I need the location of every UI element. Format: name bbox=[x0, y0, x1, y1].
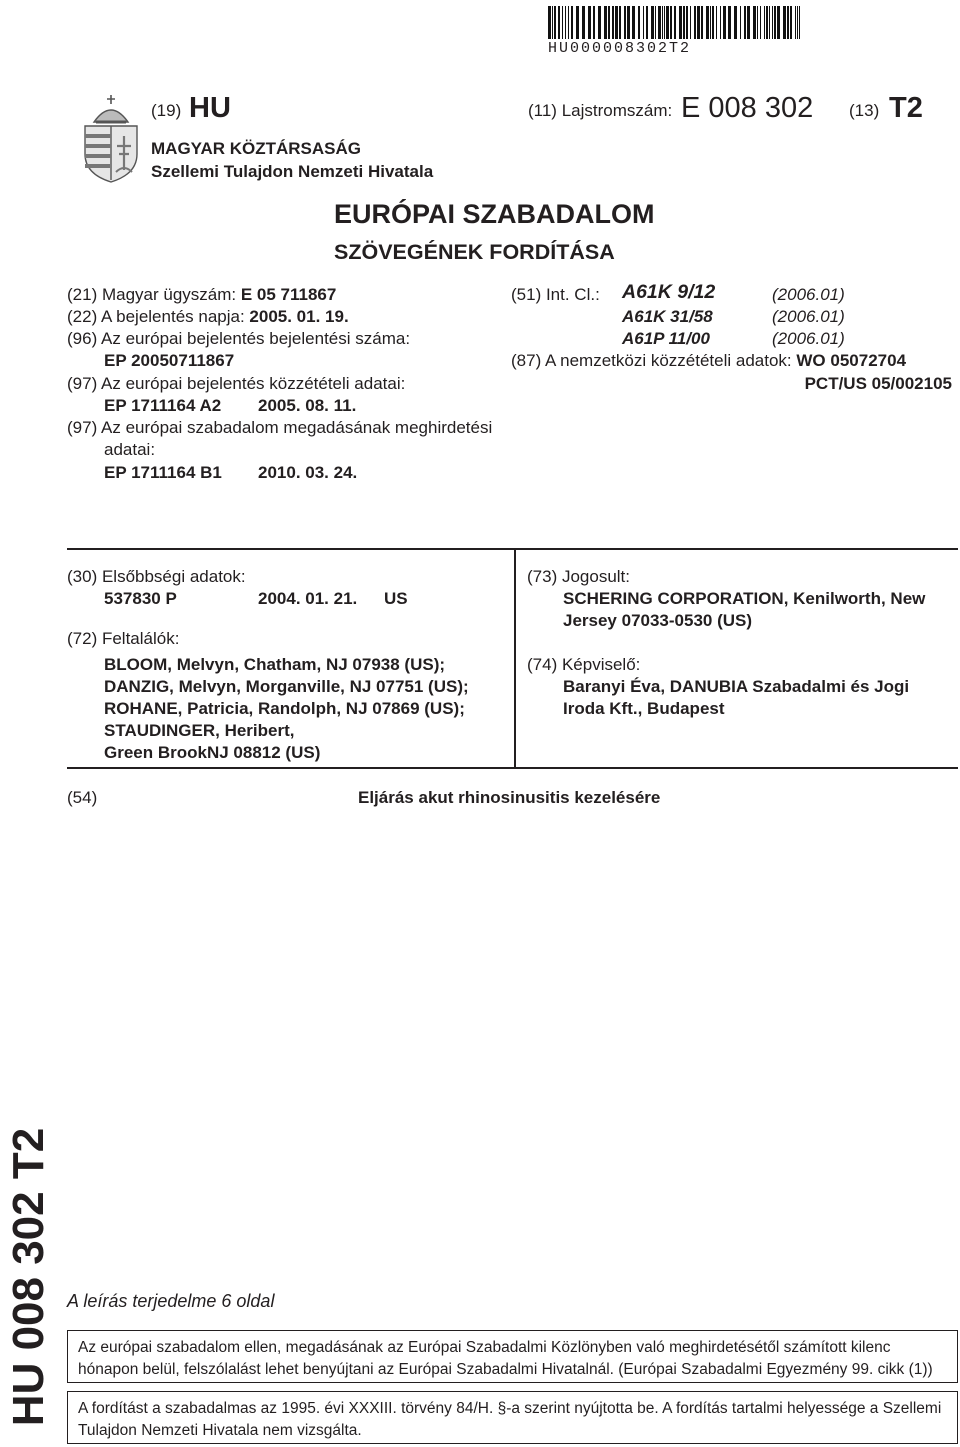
registration-number: E 008 302 bbox=[681, 92, 814, 124]
barcode-bar bbox=[643, 6, 644, 39]
barcode-bar bbox=[795, 6, 796, 39]
f51-label: (51) Int. Cl.: bbox=[511, 285, 600, 304]
barcode-bar bbox=[552, 6, 553, 39]
barcode-bar bbox=[582, 6, 585, 39]
inventor-line: STAUDINGER, Heribert, bbox=[104, 721, 295, 740]
f97a-date: 2005. 08. 11. bbox=[258, 396, 357, 415]
barcode-bar bbox=[753, 6, 756, 39]
opposition-notice: Az európai szabadalom ellen, megadásának az Európai Szabadalmi Közlönyben való meghirdetésétől számított kilenc hónapon belül, felszólalást lehet benyújtani az Európai Szabadalmi Hivatalnál. (Európai Szabadalmi Egyezmény 99. cikk (1)) bbox=[67, 1330, 958, 1383]
barcode-bar bbox=[558, 6, 560, 39]
representative-line: Baranyi Éva, DANUBIA Szabadalmi és Jogi bbox=[563, 677, 910, 696]
barcode-bar bbox=[683, 6, 685, 39]
barcode-bar bbox=[701, 6, 703, 39]
proprietor-line: Jersey 07033-0530 (US) bbox=[563, 611, 753, 630]
barcode-bar bbox=[674, 6, 676, 39]
field-11-label: (11) Lajstromszám: bbox=[528, 101, 673, 120]
inventor-line: ROHANE, Patricia, Randolph, NJ 07869 (US); bbox=[104, 699, 465, 718]
ipc-class-1: A61K 9/12 bbox=[622, 281, 716, 303]
f97a-number: EP 1711164 A2 bbox=[104, 396, 222, 415]
barcode-bar bbox=[757, 6, 758, 39]
divider-vertical bbox=[514, 548, 516, 768]
barcode-bar bbox=[790, 6, 792, 39]
f97b-date: 2010. 03. 24. bbox=[258, 463, 358, 482]
invention-title-label: (54) bbox=[67, 788, 98, 807]
barcode-bar bbox=[604, 6, 607, 39]
description-length: A leírás terjedelme 6 oldal bbox=[67, 1291, 275, 1311]
barcode-bar bbox=[619, 6, 621, 39]
f87-wo-number: WO 05072704 bbox=[796, 351, 907, 370]
barcode-bar bbox=[666, 6, 669, 39]
inventors-label: (72) Feltalálók: bbox=[67, 629, 180, 648]
representative-label: (74) Képviselő: bbox=[527, 655, 641, 674]
barcode-bar bbox=[799, 6, 800, 39]
barcode-bar bbox=[576, 6, 579, 39]
barcode-bar bbox=[706, 6, 709, 39]
ipc-version-3: (2006.01) bbox=[772, 329, 845, 348]
inventor-line: Green BrookNJ 08812 (US) bbox=[104, 743, 321, 762]
barcode-bar bbox=[769, 6, 770, 39]
office-name-line2: Szellemi Tulajdon Nemzeti Hivatala bbox=[151, 162, 434, 181]
barcode-bar bbox=[679, 6, 682, 39]
barcode-bar bbox=[651, 6, 654, 39]
barcode-bar bbox=[664, 6, 665, 39]
barcode-bar bbox=[568, 6, 569, 39]
f97b-label-line2: adatai: bbox=[104, 440, 156, 459]
document-title-line2: SZÖVEGÉNEK FORDÍTÁSA bbox=[334, 240, 615, 264]
barcode-bar bbox=[697, 6, 700, 39]
ipc-version-1: (2006.01) bbox=[772, 285, 845, 304]
barcode-bar bbox=[766, 6, 768, 39]
f21-value: E 05 711867 bbox=[240, 285, 337, 304]
ipc-class-2: A61K 31/58 bbox=[622, 307, 713, 326]
f96-value: EP 20050711867 bbox=[104, 351, 235, 370]
barcode-bar bbox=[588, 6, 591, 39]
barcode-bar bbox=[593, 6, 595, 39]
barcode-bar bbox=[772, 6, 773, 39]
barcode-bar bbox=[723, 6, 726, 39]
barcode-bar bbox=[694, 6, 696, 39]
barcode-bar bbox=[658, 6, 661, 39]
barcode bbox=[548, 6, 952, 39]
barcode-bar bbox=[565, 6, 566, 39]
representative-line: Iroda Kft., Budapest bbox=[563, 699, 725, 718]
document-title-line1: EURÓPAI SZABADALOM bbox=[334, 199, 655, 229]
barcode-bar bbox=[712, 6, 714, 39]
barcode-bar bbox=[615, 6, 618, 39]
translation-notice: A fordítást a szabadalmas az 1995. évi XXXIII. törvény 84/H. §-a szerint nyújtotta be. A fordítás tartalmi helyessége a Szellemi Tulajdon Nemzeti Hivatala nem vizsgálta. bbox=[67, 1391, 958, 1444]
f87-pct-number: PCT/US 05/002105 bbox=[804, 374, 952, 393]
barcode-bar bbox=[783, 6, 786, 39]
barcode-bar bbox=[744, 6, 746, 39]
barcode-bar bbox=[608, 6, 610, 39]
barcode-bar bbox=[747, 6, 750, 39]
priority-number: 537830 P bbox=[104, 589, 177, 608]
barcode-bar bbox=[554, 6, 556, 39]
priority-label: (30) Elsőbbségi adatok: bbox=[67, 567, 246, 586]
f22-row bbox=[67, 306, 349, 328]
barcode-bar bbox=[638, 6, 640, 39]
office-name-line1: MAGYAR KÖZTÁRSASÁG bbox=[151, 139, 361, 158]
barcode-bar bbox=[716, 6, 717, 39]
priority-country: US bbox=[384, 589, 408, 608]
barcode-bar bbox=[612, 6, 614, 39]
barcode-bar bbox=[646, 6, 648, 39]
kind-code: T2 bbox=[889, 92, 923, 124]
country-code: HU bbox=[189, 92, 231, 124]
barcode-number: HU000008302T2 bbox=[548, 40, 692, 57]
barcode-bar bbox=[740, 6, 741, 39]
divider-bottom bbox=[67, 767, 958, 769]
field-13-label: (13) bbox=[849, 101, 880, 120]
barcode-bar bbox=[598, 6, 601, 39]
barcode-bar bbox=[760, 6, 761, 39]
barcode-bar bbox=[632, 6, 635, 39]
barcode-bar bbox=[624, 6, 626, 39]
inventor-line: BLOOM, Melvyn, Chatham, NJ 07938 (US); bbox=[104, 655, 446, 674]
field-19-label: (19) bbox=[151, 101, 182, 120]
f97b-label-line1: (97) Az európai szabadalom megadásának meghirdetési bbox=[67, 418, 493, 437]
invention-title: Eljárás akut rhinosinusitis kezelésére bbox=[358, 788, 661, 807]
barcode-bar bbox=[548, 6, 551, 39]
barcode-bar bbox=[670, 6, 672, 39]
barcode-bar bbox=[774, 6, 776, 39]
ipc-version-2: (2006.01) bbox=[772, 307, 845, 326]
barcode-bar bbox=[764, 6, 765, 39]
barcode-bar bbox=[720, 6, 721, 39]
barcode-bar bbox=[787, 6, 789, 39]
f22-label: (22) A bejelentés napja: bbox=[67, 307, 245, 326]
barcode-bar bbox=[797, 6, 798, 39]
side-publication-label: HU 008 302 T2 bbox=[4, 1127, 53, 1427]
f87-row bbox=[511, 350, 906, 372]
coat-of-arms-icon bbox=[80, 92, 142, 184]
barcode-bar bbox=[710, 6, 711, 39]
barcode-bar bbox=[734, 6, 737, 39]
f22-value: 2005. 01. 19. bbox=[249, 307, 349, 326]
inventor-line: DANZIG, Melvyn, Morganville, NJ 07751 (US); bbox=[104, 677, 469, 696]
barcode-bar bbox=[686, 6, 688, 39]
f97a-label: (97) Az európai bejelentés közzétételi adatai: bbox=[67, 374, 406, 393]
f96-label: (96) Az európai bejelentés bejelentési száma: bbox=[67, 329, 411, 348]
barcode-bar bbox=[627, 6, 630, 39]
f21-row bbox=[67, 284, 336, 306]
divider-top bbox=[67, 548, 958, 550]
proprietor-label: (73) Jogosult: bbox=[527, 567, 630, 586]
barcode-bar bbox=[571, 6, 573, 39]
barcode-bar bbox=[728, 6, 731, 39]
priority-date: 2004. 01. 21. bbox=[258, 589, 358, 608]
barcode-bar bbox=[690, 6, 691, 39]
f97b-number: EP 1711164 B1 bbox=[104, 463, 222, 482]
ipc-class-3: A61P 11/00 bbox=[622, 329, 710, 348]
barcode-bar bbox=[562, 6, 563, 39]
barcode-bar bbox=[777, 6, 780, 39]
f87-label: (87) A nemzetközi közzétételi adatok: bbox=[511, 351, 792, 370]
f21-label: (21) Magyar ügyszám: bbox=[67, 285, 237, 304]
proprietor-line: SCHERING CORPORATION, Kenilworth, New bbox=[563, 589, 926, 608]
barcode-bar bbox=[655, 6, 656, 39]
barcode-bar bbox=[662, 6, 663, 39]
